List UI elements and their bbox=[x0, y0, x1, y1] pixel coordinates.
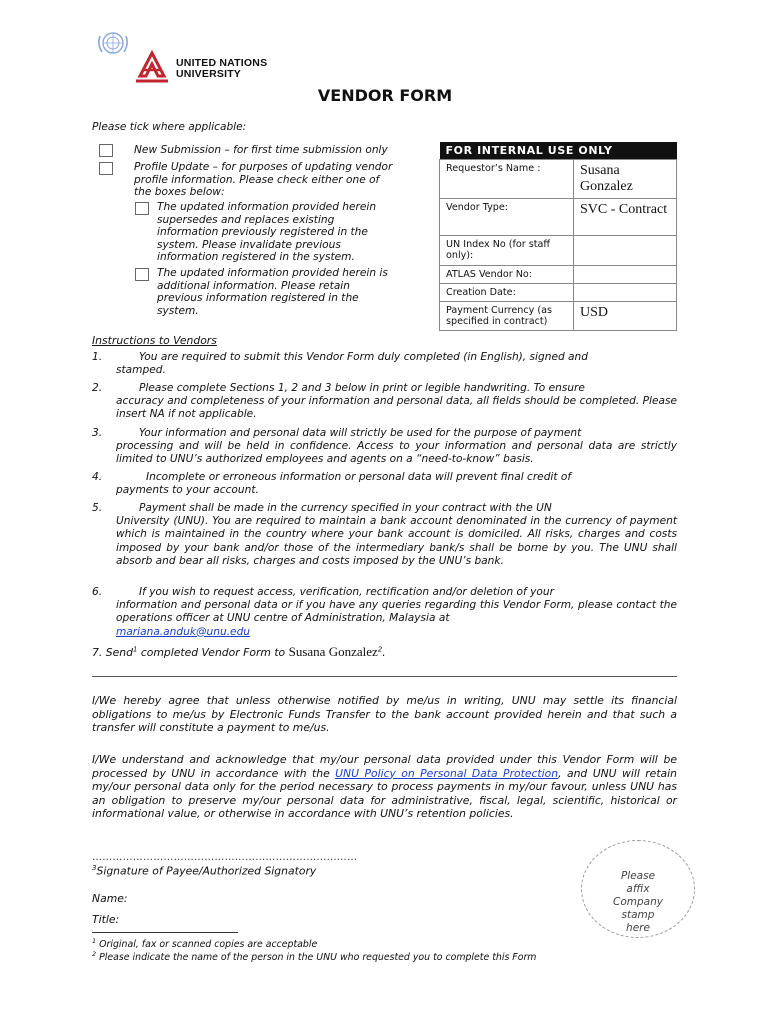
instruction-7 bbox=[92, 644, 386, 660]
additional-checkbox[interactable] bbox=[135, 268, 149, 281]
footnote-ref-1: 1 bbox=[132, 645, 138, 654]
supersede-line: information previously registered in the bbox=[157, 226, 368, 239]
profile-update-label bbox=[134, 161, 434, 199]
instruction-2-first-line bbox=[92, 382, 677, 395]
instruction-2-number: 2. bbox=[92, 382, 103, 394]
instruction-1-number: 1. bbox=[92, 351, 103, 363]
supersede-line: information registered in the system. bbox=[157, 251, 355, 264]
supersede-line: system. Please invalidate previous bbox=[157, 238, 341, 251]
signature-line[interactable]: …………………………………………………………………… bbox=[92, 852, 358, 863]
internal-use-heading: FOR INTERNAL USE ONLY bbox=[440, 142, 677, 160]
un-index-value[interactable] bbox=[574, 236, 677, 266]
instruction-7-mid: completed Vendor Form to bbox=[137, 646, 289, 659]
instruction-2-text: Please complete Sections 1, 2 and 3 below in print or legible handwriting. To ensure bbox=[139, 382, 585, 394]
name-label: Name: bbox=[92, 892, 128, 905]
payment-currency-label: Payment Currency (as specified in contract) bbox=[440, 302, 574, 331]
new-submission-label: New Submission – for first time submission only bbox=[134, 144, 388, 156]
footnote-1-number: 1 bbox=[92, 937, 97, 945]
instruction-1 bbox=[92, 351, 677, 377]
atlas-vendor-label: ATLAS Vendor No: bbox=[440, 266, 574, 284]
instruction-4 bbox=[92, 471, 677, 497]
new-submission-checkbox[interactable] bbox=[99, 144, 113, 157]
additional-line: additional information. Please retain bbox=[157, 279, 350, 292]
stamp-line: affix bbox=[626, 883, 650, 895]
supersede-line: The updated information provided herein bbox=[157, 201, 377, 213]
instruction-2 bbox=[92, 382, 677, 422]
supersede-label bbox=[157, 201, 427, 264]
org-name-line2: UNIVERSITY bbox=[176, 68, 242, 80]
footnote-2 bbox=[92, 950, 536, 963]
privacy-agreement bbox=[92, 753, 677, 821]
vendor-type-value[interactable]: SVC - Contract bbox=[574, 199, 677, 236]
creation-date-label: Creation Date: bbox=[440, 284, 574, 302]
privacy-policy-link[interactable]: UNU Policy on Personal Data Protection bbox=[335, 766, 559, 780]
instruction-1-first-line bbox=[92, 351, 677, 364]
instruction-1-text: You are required to submit this Vendor Form duly completed (in English), signed and bbox=[139, 351, 588, 363]
footnote-2-number: 2 bbox=[92, 950, 97, 958]
instruction-3-rest: processing and will be held in confidence. Access to your information and personal data are strictly limited to UNU’s authorized employees and agents on a “need-to-know” basis. bbox=[116, 440, 677, 466]
instruction-6-text: If you wish to request access, verification, rectification and/or deletion of your bbox=[139, 586, 554, 598]
stamp-line: stamp bbox=[621, 909, 655, 921]
instruction-3 bbox=[92, 427, 677, 467]
instruction-6-number: 6. bbox=[92, 586, 103, 598]
additional-line: system. bbox=[157, 304, 199, 317]
un-index-label: UN Index No (for staff only): bbox=[440, 236, 574, 266]
instruction-7-end: . bbox=[382, 646, 386, 659]
tick-prompt: Please tick where applicable: bbox=[92, 121, 247, 133]
email-link[interactable]: mariana.anduk@unu.edu bbox=[116, 625, 251, 638]
privacy-text-before: I/We understand and acknowledge that my/our personal data provided under this Vendor Form will be processed by UNU in accordance with the bbox=[92, 753, 677, 780]
footnote-ref-2: 2 bbox=[377, 645, 383, 654]
instruction-7-prefix: 7. Send bbox=[92, 646, 133, 659]
instruction-3-number: 3. bbox=[92, 427, 103, 439]
instruction-5-first-line bbox=[92, 502, 677, 515]
supersede-line: supersedes and replaces existing bbox=[157, 213, 335, 226]
requestor-name-label: Requestor’s Name : bbox=[440, 160, 574, 199]
internal-use-table bbox=[439, 142, 677, 331]
footnote-2-text: Please indicate the name of the person in the UNU who requested you to complete this Form bbox=[99, 952, 537, 964]
instruction-1-rest: stamped. bbox=[116, 364, 166, 377]
footnote-separator bbox=[92, 932, 238, 933]
stamp-line: Please bbox=[620, 870, 656, 882]
requestor-name-value[interactable]: Susana Gonzalez bbox=[574, 160, 677, 199]
un-emblem-logo bbox=[96, 30, 130, 58]
profile-update-checkbox[interactable] bbox=[99, 162, 113, 175]
footnote-1 bbox=[92, 937, 317, 950]
instruction-6-rest: information and personal data or if you have any queries regarding this Vendor Form, please contact the operations officer at UNU centre of Administration, Malaysia at bbox=[116, 599, 677, 625]
instruction-4-number: 4. bbox=[92, 471, 103, 483]
instruction-4-first-line bbox=[92, 471, 677, 484]
stamp-line: Company bbox=[613, 896, 663, 908]
profile-update-line: the boxes below: bbox=[134, 186, 225, 199]
unu-logo bbox=[134, 50, 170, 84]
instruction-5-text: Payment shall be made in the currency specified in your contract with the UN bbox=[139, 502, 552, 514]
instructions-heading: Instructions to Vendors bbox=[92, 334, 217, 347]
instruction-3-text: Your information and personal data will strictly be used for the purpose of payment bbox=[139, 427, 582, 439]
additional-label bbox=[157, 267, 427, 317]
org-name-line1: UNITED NATIONS bbox=[176, 57, 268, 69]
additional-line: previous information registered in the bbox=[157, 292, 359, 305]
footnote-1-text: Original, fax or scanned copies are acceptable bbox=[99, 939, 318, 951]
additional-line: The updated information provided herein is bbox=[157, 267, 388, 279]
instruction-6-email-line bbox=[92, 626, 677, 639]
footnote-ref-3: 3 bbox=[92, 864, 97, 872]
supersede-checkbox[interactable] bbox=[135, 202, 149, 215]
requestor-name-inline: Susana Gonzalez bbox=[288, 644, 378, 659]
instruction-5 bbox=[92, 502, 677, 568]
org-name bbox=[176, 58, 267, 80]
vendor-type-label: Vendor Type: bbox=[440, 199, 574, 236]
section-divider bbox=[92, 676, 677, 677]
stamp-line: here bbox=[626, 922, 650, 934]
instruction-5-number: 5. bbox=[92, 502, 103, 514]
privacy-text-after: , and UNU will retain my/our personal data only for the period necessary to process payments in my/our favour, unless UNU has an obligation to preserve my/our personal data for administrative, fiscal, legal, scientific, historical or informational value, or otherwise in accordance with UNU’s retention policies. bbox=[92, 766, 678, 820]
instruction-6 bbox=[92, 586, 677, 639]
company-stamp-area[interactable] bbox=[581, 840, 695, 938]
profile-update-line: profile information. Please check either one of bbox=[134, 173, 380, 186]
eft-agreement: I/We hereby agree that unless otherwise notified by me/us in writing, UNU may settle its financial obligations to me/us by Electronic Funds Transfer to the bank account provided herein and that such a transfer will constitute a payment to me/us. bbox=[92, 694, 677, 734]
profile-update-line: Profile Update – for purposes of updating vendor bbox=[134, 161, 393, 173]
title-label: Title: bbox=[92, 913, 120, 926]
payment-currency-value[interactable]: USD bbox=[574, 302, 677, 331]
instruction-5-rest: University (UNU). You are required to maintain a bank account denominated in the currency of payment which is maintained in the country where your bank account is domiciled. All risks, charges and costs imposed by your bank and/or those of the intermediary bank/s shall be borne by you. The UNU shall absorb and bear all risks, charges and costs imposed by the UNU’s bank. bbox=[116, 515, 677, 567]
instruction-3-first-line bbox=[92, 427, 677, 440]
instruction-4-text: Incomplete or erroneous information or personal data will prevent final credit of bbox=[146, 471, 572, 483]
instruction-4-rest: payments to your account. bbox=[116, 484, 259, 497]
instruction-6-first-line bbox=[92, 586, 677, 599]
signature-label bbox=[92, 864, 316, 878]
page-title: VENDOR FORM bbox=[317, 86, 453, 105]
creation-date-value[interactable] bbox=[574, 284, 677, 302]
instruction-2-rest: accuracy and completeness of your information and personal data, all fields should be completed. Please insert NA if not applicable. bbox=[116, 395, 677, 421]
signature-label-text: Signature of Payee/Authorized Signatory bbox=[96, 864, 317, 878]
atlas-vendor-value[interactable] bbox=[574, 266, 677, 284]
